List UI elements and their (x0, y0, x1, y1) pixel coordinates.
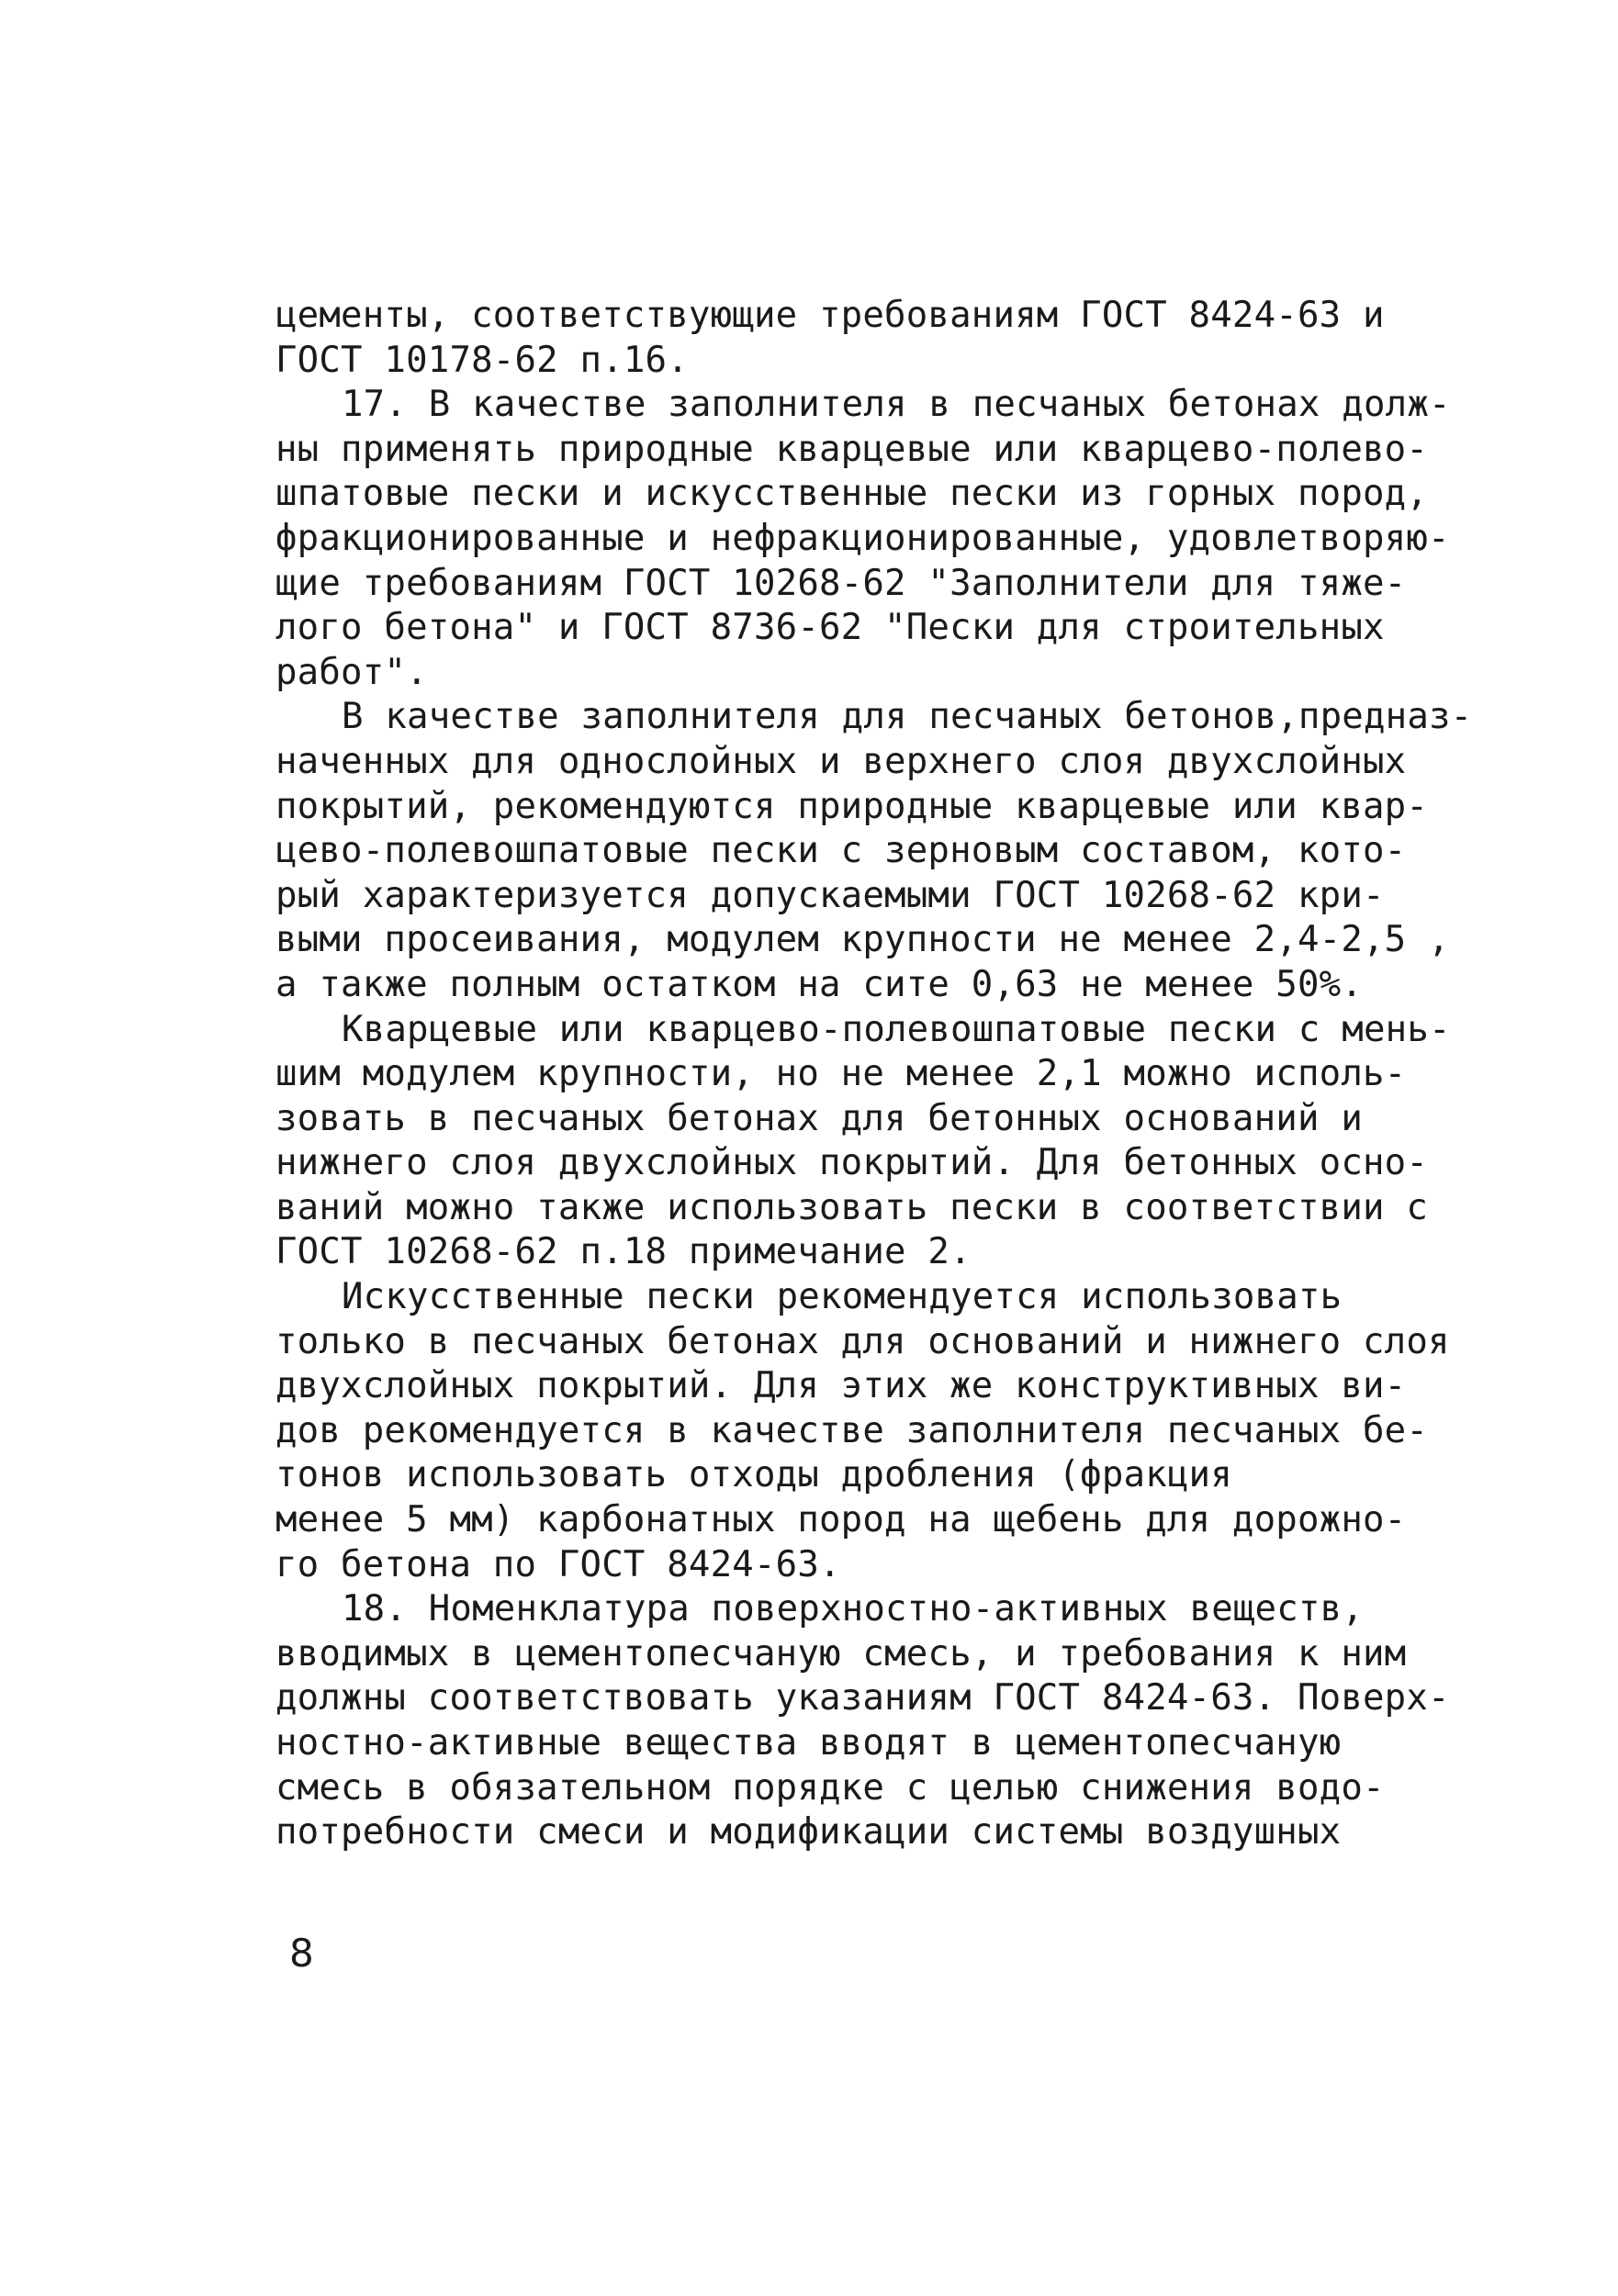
text-line: наченных для однослойных и верхнего слоя двухслойных (275, 740, 1407, 782)
text-line: рый характеризуется допускаемыми ГОСТ 10268-62 кри- (275, 874, 1385, 916)
text-line: потребности смеси и модификации системы воздушных (275, 1811, 1342, 1854)
text-line: менее 5 мм) карбонатных пород на щебень для дорожно- (275, 1499, 1407, 1541)
text-line: 18. Номенклатура поверхностно-активных веществ, (342, 1588, 1364, 1630)
text-line: ГОСТ 10178-62 п.16. (275, 339, 689, 381)
text-line: выми просеивания, модулем крупности не менее 2,4-2,5 , (275, 919, 1450, 961)
text-line: Кварцевые или кварцево-полевошпатовые пески с мень- (342, 1008, 1451, 1050)
text-line: тонов использовать отходы дробления (фракция (275, 1454, 1232, 1496)
text-line: Искусственные пески рекомендуется использовать (342, 1276, 1343, 1318)
text-line: зовать в песчаных бетонах для бетонных оснований и (275, 1097, 1363, 1139)
text-line: вводимых в цементопесчаную смесь, и требования к ним (275, 1632, 1407, 1674)
text-line: покрытий, рекомендуются природные кварцевые или квар- (275, 785, 1429, 827)
text-line: двухслойных покрытий. Для этих же конструктивных ви- (275, 1365, 1407, 1407)
body-text (275, 294, 1473, 1855)
text-line: дов рекомендуется в качестве заполнителя песчаных бе- (275, 1409, 1429, 1451)
text-line: ваний можно также использовать пески в соответствии с (275, 1186, 1429, 1228)
text-line: фракционированные и нефракционированные, удовлетворяю- (275, 517, 1450, 559)
text-line: должны соответствовать указаниям ГОСТ 8424-63. Поверх- (275, 1677, 1450, 1719)
text-line: а также полным остатком на сите 0,63 не менее 50%. (275, 963, 1363, 1005)
text-line: ны применять природные кварцевые или кварцево-полево- (275, 428, 1429, 470)
text-line: только в песчаных бетонах для оснований и нижнего слоя (275, 1320, 1450, 1362)
text-line: щие требованиям ГОСТ 10268-62 "Заполнители для тяже- (275, 562, 1407, 604)
text-line: ностно-активные вещества вводят в цементопесчаную (275, 1722, 1342, 1764)
page-number: 8 (289, 1931, 314, 1976)
text-line: нижнего слоя двухслойных покрытий. Для бетонных осно- (275, 1142, 1429, 1184)
text-line: го бетона по ГОСТ 8424-63. (275, 1543, 841, 1585)
text-line: работ". (275, 651, 428, 693)
text-line: лого бетона" и ГОСТ 8736-62 "Пески для строительных (275, 607, 1385, 649)
text-line: шим модулем крупности, но не менее 2,1 можно исполь- (275, 1053, 1407, 1095)
text-line: 17. В качестве заполнителя в песчаных бетонах долж- (342, 384, 1451, 426)
text-line: В качестве заполнителя для песчаных бетонов,предназ- (342, 696, 1473, 738)
text-line: шпатовые пески и искусственные пески из горных пород, (275, 473, 1429, 515)
text-line: цево-полевошпатовые пески с зерновым составом, кото- (275, 830, 1407, 872)
text-line: ГОСТ 10268-62 п.18 примечание 2. (275, 1231, 972, 1273)
text-line: цементы, соответствующие требованиям ГОСТ 8424-63 и (275, 295, 1385, 336)
text-line: смесь в обязательном порядке с целью снижения водо- (275, 1766, 1385, 1809)
